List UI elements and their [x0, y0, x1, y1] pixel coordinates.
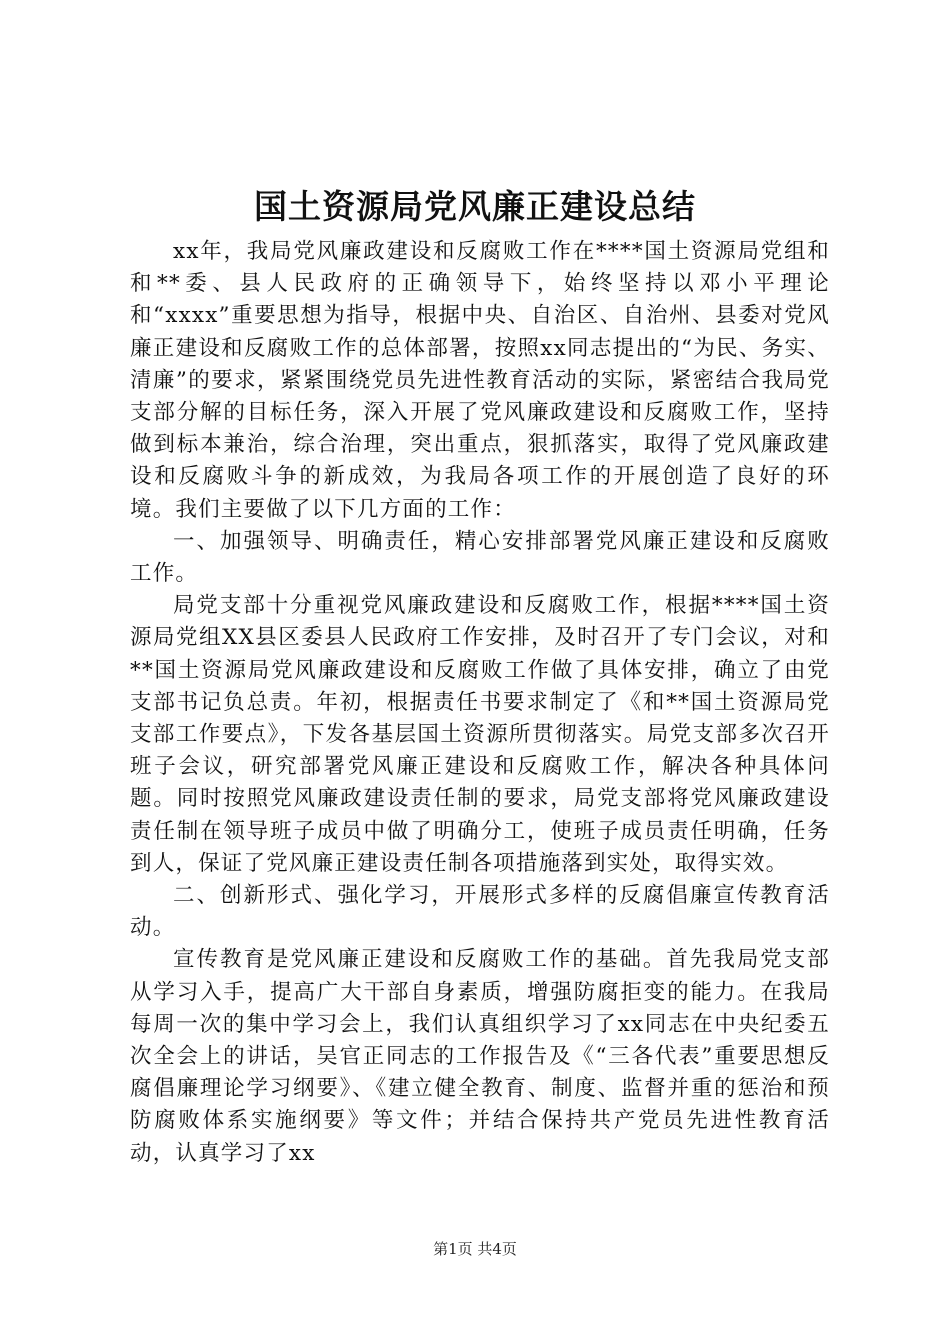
document-body: [130, 236, 830, 1170]
page-number-footer: 第1页 共4页: [433, 1240, 517, 1258]
document-title: 国土资源局党风廉正建设总结: [254, 187, 696, 226]
section-heading-2: 二、创新形式、强化学习，开展形式多样的反腐倡廉宣传教育活动。: [130, 883, 830, 941]
paragraph-section-2: 宣传教育是党风廉正建设和反腐败工作的基础。首先我局党支部从学习入手，提高广大干部自身素质，增强防腐拒变的能力。在我局每周一次的集中学习会上，我们认真组织学习了xx同志在中央纪委五次全会上的讲话，吴官正同志的工作报告及《“三各代表”重要思想反腐倡廉理论学习纲要》、《建立健全教育、制度、监督并重的惩治和预防腐败体系实施纲要》等文件；并结合保持共产党员先进性教育活动，认真学习了xx: [130, 947, 830, 1166]
paragraph-intro: xx年，我局党风廉政建设和反腐败工作在****国土资源局党组和和**委、县人民政府的正确领导下，始终坚持以邓小平理论和“xxxx”重要思想为指导，根据中央、自治区、自治州、县委对党风廉正建设和反腐败工作的总体部署，按照xx同志提出的“为民、务实、清廉”的要求，紧紧围绕党员先进性教育活动的实际，紧密结合我局党支部分解的目标任务，深入开展了党风廉政建设和反腐败工作，坚持做到标本兼治，综合治理，突出重点，狠抓落实，取得了党风廉政建设和反腐败斗争的新成效，为我局各项工作的开展创造了良好的环境。我们主要做了以下几方面的工作：: [130, 239, 830, 522]
section-heading-1: 一、加强领导、明确责任，精心安排部署党风廉正建设和反腐败工作。: [130, 528, 830, 587]
paragraph-section-1: 局党支部十分重视党风廉政建设和反腐败工作，根据****国土资源局党组XX县区委县人民政府工作安排，及时召开了专门会议，对和**国土资源局党风廉政建设和反腐败工作做了具体安排，确立了由党支部书记负总责。年初，根据责任书要求制定了《和**国土资源局党支部工作要点》，下发各基层国土资源所贯彻落实。局党支部多次召开班子会议，研究部署党风廉正建设和反腐败工作，解决各种具体问题。同时按照党风廉政建设责任制的要求，局党支部将党风廉政建设责任制在领导班子成员中做了明确分工，使班子成员责任明确，任务到人，保证了党风廉正建设责任制各项措施落到实处，取得实效。: [130, 593, 830, 876]
